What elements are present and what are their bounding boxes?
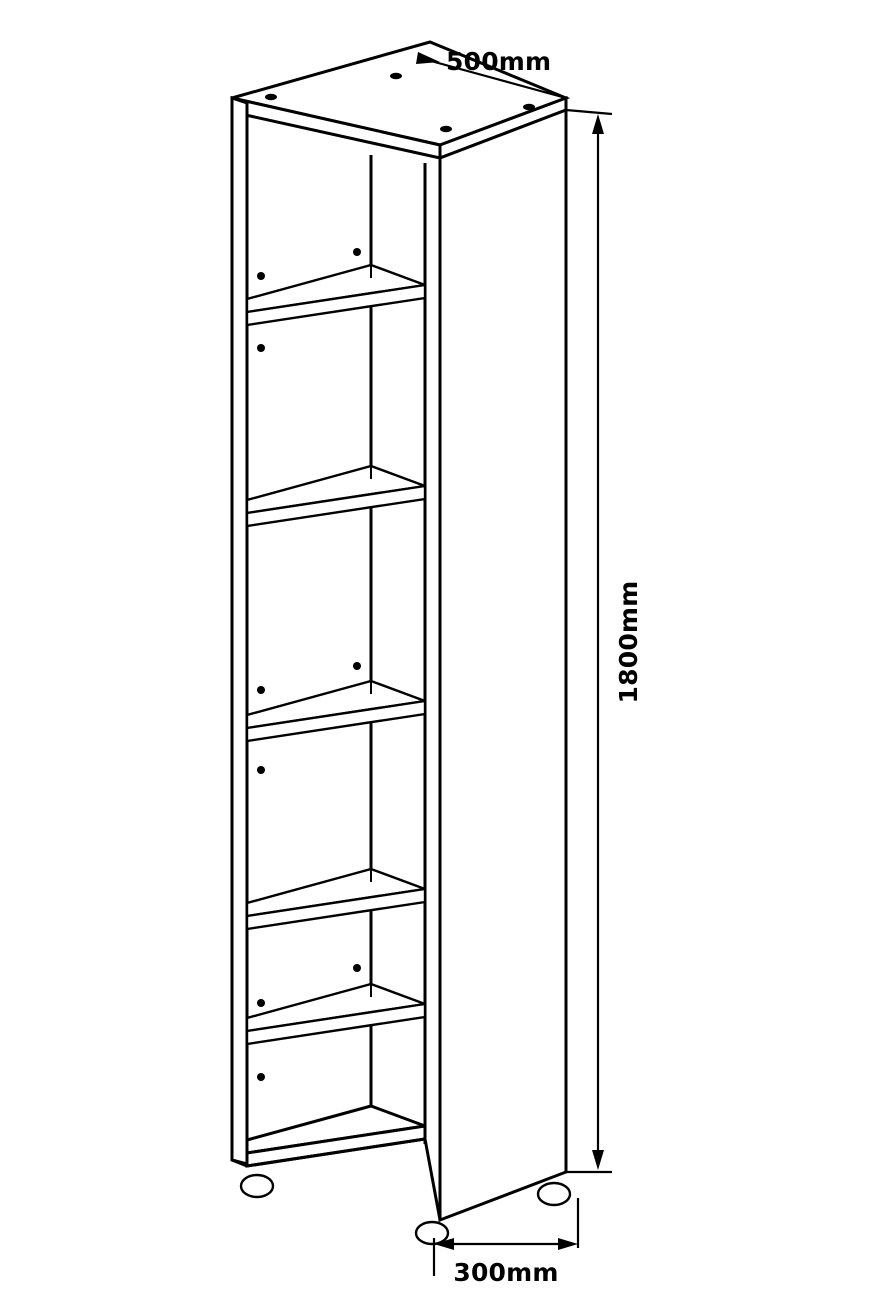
width-dim-label: 300mm xyxy=(453,1258,559,1287)
dimension-height xyxy=(566,110,643,1172)
dowel-hole-1 xyxy=(265,94,277,100)
depth-dim-label: 500mm xyxy=(446,47,552,76)
peg-hole-7 xyxy=(353,964,361,972)
peg-hole-6 xyxy=(257,766,265,774)
left-side-panel xyxy=(232,98,247,1164)
peg-hole-1 xyxy=(257,272,265,280)
foot-right xyxy=(538,1183,570,1205)
peg-hole-8 xyxy=(257,999,265,1007)
peg-holes-group xyxy=(257,248,361,1081)
dowel-hole-3 xyxy=(440,126,452,132)
right-side-panel-face xyxy=(440,110,566,1220)
cabinet-body xyxy=(232,42,570,1244)
dowel-hole-4 xyxy=(523,104,535,110)
right-side-panel xyxy=(440,110,566,1220)
peg-hole-4 xyxy=(353,662,361,670)
shelf-3 xyxy=(247,681,425,741)
width-arrow-right xyxy=(558,1238,578,1250)
foot-left xyxy=(241,1175,273,1197)
bottom-panel xyxy=(232,1106,440,1220)
shelf-5 xyxy=(247,984,425,1044)
dowel-hole-2 xyxy=(390,73,402,79)
shelf-2 xyxy=(247,466,425,526)
height-arrow-bottom xyxy=(592,1150,604,1170)
bottom-right-joint xyxy=(425,1139,440,1220)
shelf-4 xyxy=(247,869,425,929)
shelf-1 xyxy=(247,265,425,325)
peg-hole-9 xyxy=(257,1073,265,1081)
height-arrow-top xyxy=(592,114,604,134)
height-ext-top xyxy=(566,110,612,114)
peg-hole-3 xyxy=(257,344,265,352)
height-dim-label: 1800mm xyxy=(614,580,643,704)
left-side-panel-edge xyxy=(232,98,247,1164)
foot-front xyxy=(416,1222,448,1244)
peg-hole-2 xyxy=(353,248,361,256)
peg-hole-5 xyxy=(257,686,265,694)
